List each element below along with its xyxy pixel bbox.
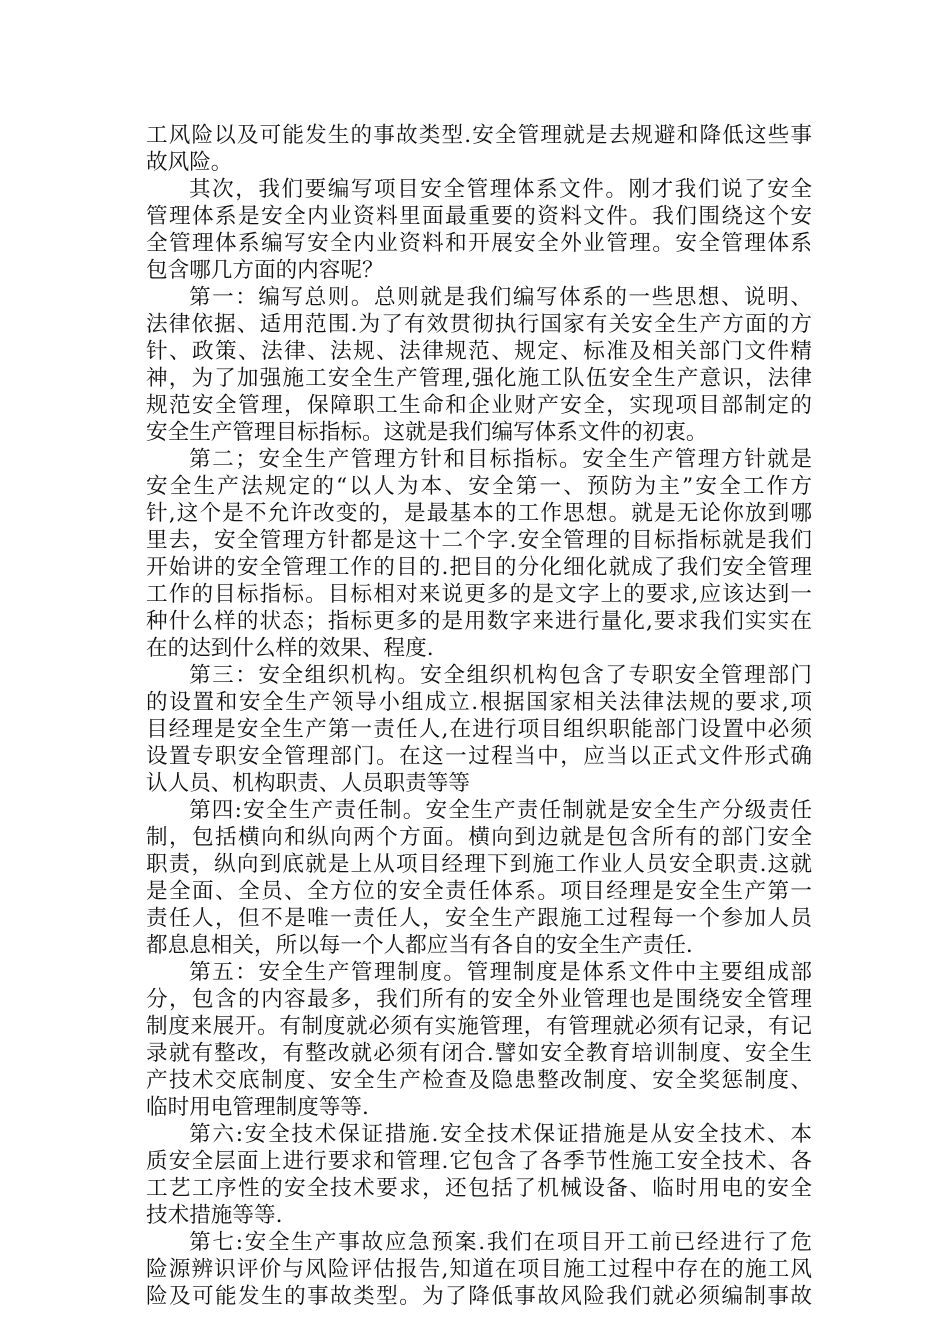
- text-line: 设置专职安全管理部门。在这一过程当中，应当以正式文件形式确: [146, 744, 812, 769]
- paragraph-first-line: 第五：安全生产管理制度。管理制度是体系文件中主要组成部: [189, 960, 812, 985]
- paragraph-first-line: 第三：安全组织机构。安全组织机构包含了专职安全管理部门: [189, 663, 812, 688]
- text-line: 都息息相关，所以每一个人都应当有各自的安全生产责任.: [146, 933, 693, 958]
- text-line: 是全面、全员、全方位的安全责任体系。项目经理是安全生产第一: [146, 879, 812, 904]
- text-line: 管理体系是安全内业资料里面最重要的资料文件。我们围绕这个安: [146, 204, 812, 229]
- paragraph-first-line: 第二；安全生产管理方针和目标指标。安全生产管理方针就是: [189, 447, 812, 472]
- text-line: 法律依据、适用范围.为了有效贯彻执行国家有关安全生产方面的方: [146, 312, 812, 337]
- paragraph-first-line: 第四:安全生产责任制。安全生产责任制就是安全生产分级责任: [189, 798, 812, 823]
- text-line: 工作的目标指标。目标相对来说更多的是文字上的要求,应该达到一: [146, 582, 812, 607]
- text-line: 种什么样的状态；指标更多的是用数字来进行量化,要求我们实实在: [146, 609, 812, 634]
- text-line: 全管理体系编写安全内业资料和开展安全外业管理。安全管理体系: [146, 231, 812, 256]
- text-line: 故风险。: [146, 150, 233, 175]
- text-line: 制度来展开。有制度就必须有实施管理，有管理就必须有记录，有记: [146, 1014, 812, 1039]
- text-line: 责任人，但不是唯一责任人，安全生产跟施工过程每一个参加人员: [146, 906, 812, 931]
- text-line: 神，为了加强施工安全生产管理,强化施工队伍安全生产意识，法律: [146, 366, 812, 391]
- text-line: 录就有整改，有整改就必须有闭合.譬如安全教育培训制度、安全生: [146, 1041, 812, 1066]
- text-line: 包含哪几方面的内容呢？: [146, 258, 384, 283]
- document-body: [146, 122, 812, 1310]
- text-line: 针,这个是不允许改变的，是最基本的工作思想。就是无论你放到哪: [146, 501, 812, 526]
- text-line: 工艺工序性的安全技术要求，还包括了机械设备、临时用电的安全: [146, 1176, 812, 1201]
- text-line: 质安全层面上进行要求和管理.它包含了各季节性施工安全技术、各: [146, 1149, 812, 1174]
- text-line: 目经理是安全生产第一责任人,在进行项目组织职能部门设置中必须: [146, 717, 812, 742]
- text-line: 安全生产管理目标指标。这就是我们编写体系文件的初衷。: [146, 420, 708, 445]
- text-line: 的设置和安全生产领导小组成立.根据国家相关法律法规的要求,项: [146, 690, 812, 715]
- text-line: 险源辨识评价与风险评估报告,知道在项目施工过程中存在的施工风: [146, 1257, 812, 1282]
- text-line: 安全生产法规定的“以人为本、安全第一、预防为主”安全工作方: [146, 474, 812, 499]
- text-line: 技术措施等等.: [146, 1203, 283, 1228]
- paragraph-first-line: 第七:安全生产事故应急预案.我们在项目开工前已经进行了危: [189, 1230, 812, 1255]
- text-line: 针、政策、法律、法规、法律规范、规定、标准及相关部门文件精: [146, 339, 812, 364]
- text-line: 分，包含的内容最多，我们所有的安全外业管理也是围绕安全管理: [146, 987, 812, 1012]
- text-line: 在的达到什么样的效果、程度.: [146, 636, 434, 661]
- paragraph-first-line: 第六:安全技术保证措施.安全技术保证措施是从安全技术、本: [189, 1122, 812, 1147]
- text-line: 临时用电管理制度等等.: [146, 1095, 369, 1120]
- paragraph-first-line: 其次，我们要编写项目安全管理体系文件。刚才我们说了安全: [189, 177, 812, 202]
- text-line: 里去，安全管理方针都是这十二个字.安全管理的目标指标就是我们: [146, 528, 812, 553]
- text-line: 认人员、机构职责、人员职责等等: [146, 771, 470, 796]
- text-line: 职责，纵向到底就是上从项目经理下到施工作业人员安全职责.这就: [146, 852, 812, 877]
- text-line: 工风险以及可能发生的事故类型.安全管理就是去规避和降低这些事: [146, 123, 812, 148]
- text-line: 规范安全管理，保障职工生命和企业财产安全，实现项目部制定的: [146, 393, 812, 418]
- text-line: 制，包括横向和纵向两个方面。横向到边就是包含所有的部门安全: [146, 825, 812, 850]
- text-line: 产技术交底制度、安全生产检查及隐患整改制度、安全奖惩制度、: [146, 1068, 812, 1093]
- paragraph-first-line: 第一：编写总则。总则就是我们编写体系的一些思想、说明、: [189, 285, 812, 310]
- text-line: 开始讲的安全管理工作的目的.把目的分化细化就成了我们安全管理: [146, 555, 812, 580]
- text-line: 险及可能发生的事故类型。为了降低事故风险我们就必须编制事故: [146, 1284, 812, 1309]
